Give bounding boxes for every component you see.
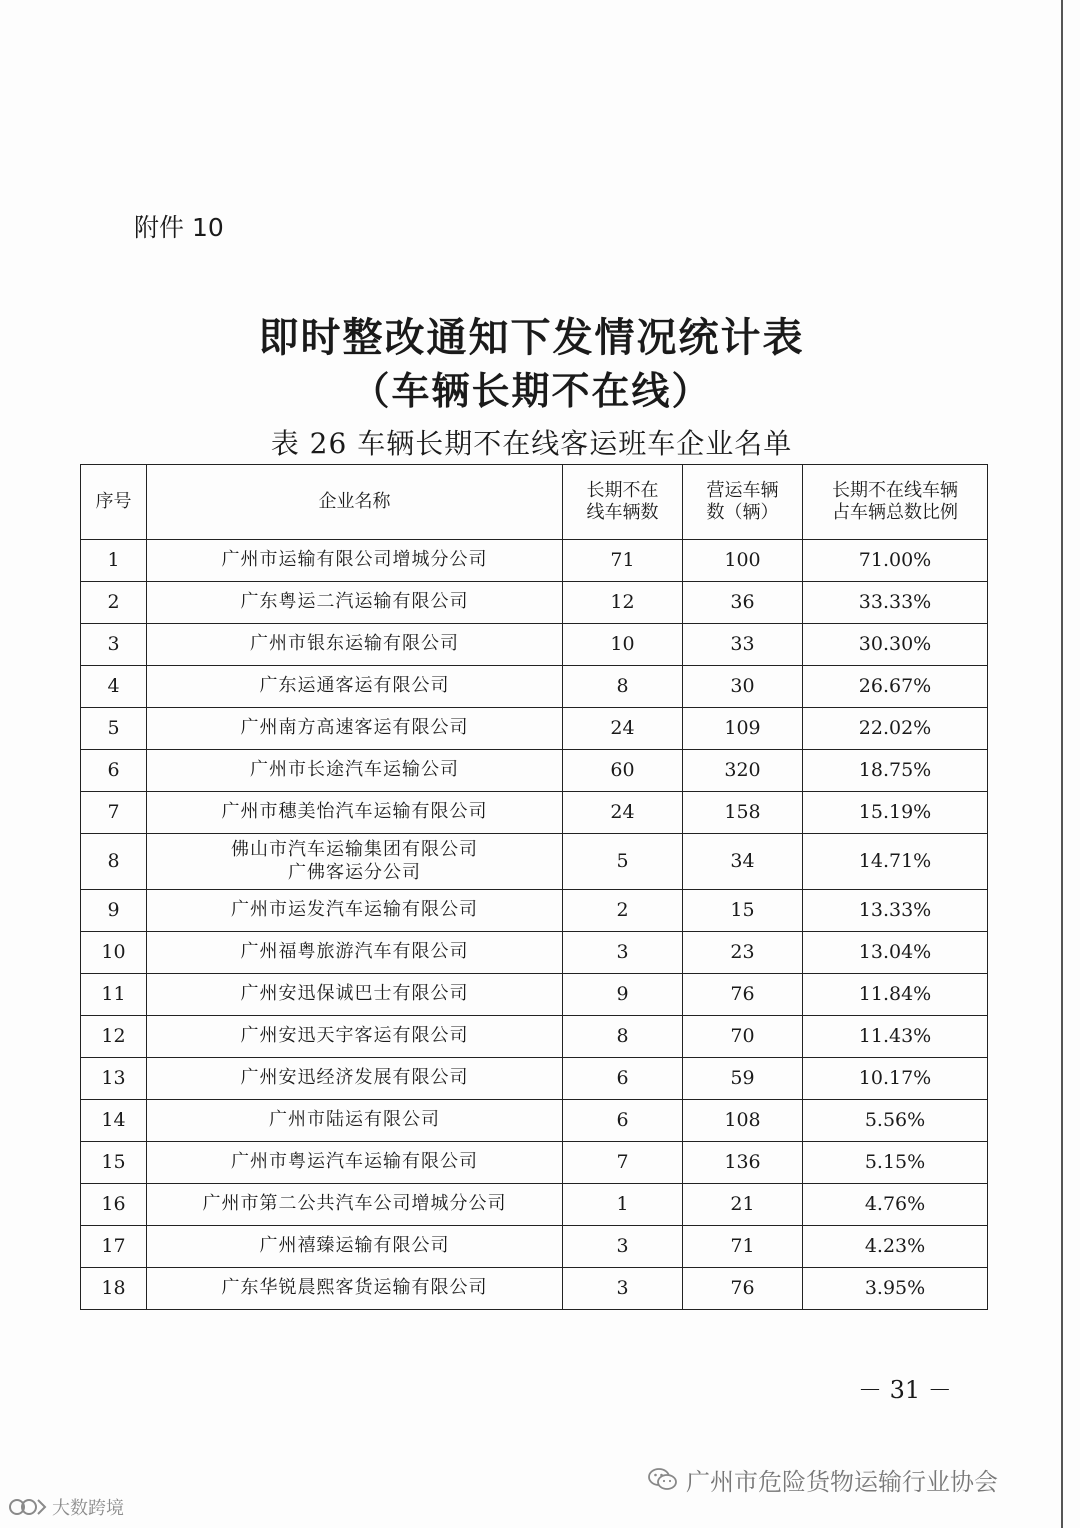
table-header-row xyxy=(81,465,988,540)
row-index: 13 xyxy=(81,1058,147,1100)
wechat-icon xyxy=(648,1467,678,1493)
row-ratio: 4.76% xyxy=(803,1184,988,1226)
header-offline-line2: 线车辆数 xyxy=(586,502,659,523)
row-company-name: 广东运通客运有限公司 xyxy=(147,666,563,708)
row-company-name: 广州安迅经济发展有限公司 xyxy=(147,1058,563,1100)
row-ratio: 5.56% xyxy=(803,1100,988,1142)
row-index: 1 xyxy=(81,540,147,582)
row-operating-count: 59 xyxy=(683,1058,803,1100)
watermark-account-text: 广州市危险货物运输行业协会 xyxy=(686,1468,998,1496)
table-row xyxy=(81,1184,988,1226)
row-operating-count: 30 xyxy=(683,666,803,708)
row-index: 6 xyxy=(81,750,147,792)
row-operating-count: 100 xyxy=(683,540,803,582)
table-row xyxy=(81,1058,988,1100)
logo-icon xyxy=(8,1496,48,1518)
table-row xyxy=(81,834,988,890)
row-company-name: 广州市穗美怡汽车运输有限公司 xyxy=(147,792,563,834)
row-ratio: 3.95% xyxy=(803,1268,988,1310)
row-index: 11 xyxy=(81,974,147,1016)
row-company-name: 广州安迅天宇客运有限公司 xyxy=(147,1016,563,1058)
row-company-name: 广州市粤运汽车运输有限公司 xyxy=(147,1142,563,1184)
row-ratio: 13.04% xyxy=(803,932,988,974)
row-operating-count: 36 xyxy=(683,582,803,624)
row-ratio: 71.00% xyxy=(803,540,988,582)
row-operating-count: 71 xyxy=(683,1226,803,1268)
row-company-name xyxy=(147,834,563,890)
row-ratio: 18.75% xyxy=(803,750,988,792)
watermark-brand-text: 大数跨境 xyxy=(52,1498,124,1519)
table-row xyxy=(81,582,988,624)
header-company-name: 企业名称 xyxy=(147,465,563,540)
row-operating-count: 21 xyxy=(683,1184,803,1226)
table-row xyxy=(81,1100,988,1142)
row-company-name-line2: 广佛客运分公司 xyxy=(288,861,421,883)
row-ratio: 33.33% xyxy=(803,582,988,624)
row-offline-count: 12 xyxy=(563,582,683,624)
row-ratio: 15.19% xyxy=(803,792,988,834)
table-row xyxy=(81,624,988,666)
row-index: 14 xyxy=(81,1100,147,1142)
row-company-name: 广东华锐晨熙客货运输有限公司 xyxy=(147,1268,563,1310)
row-ratio: 11.84% xyxy=(803,974,988,1016)
row-offline-count: 7 xyxy=(563,1142,683,1184)
row-index: 15 xyxy=(81,1142,147,1184)
row-ratio: 10.17% xyxy=(803,1058,988,1100)
row-company-name: 广州市运发汽车运输有限公司 xyxy=(147,890,563,932)
row-ratio: 11.43% xyxy=(803,1016,988,1058)
row-company-name: 广州禧臻运输有限公司 xyxy=(147,1226,563,1268)
row-offline-count: 8 xyxy=(563,1016,683,1058)
row-index: 18 xyxy=(81,1268,147,1310)
row-company-name: 广州市运输有限公司增城分公司 xyxy=(147,540,563,582)
table-row xyxy=(81,1268,988,1310)
table-row xyxy=(81,1142,988,1184)
row-offline-count: 6 xyxy=(563,1100,683,1142)
row-offline-count: 3 xyxy=(563,932,683,974)
row-offline-count: 6 xyxy=(563,1058,683,1100)
row-company-name: 广州南方高速客运有限公司 xyxy=(147,708,563,750)
page-title: 即时整改通知下发情况统计表 xyxy=(258,314,805,361)
header-operating-line2: 数（辆） xyxy=(706,502,779,523)
table-row xyxy=(81,540,988,582)
header-offline-line1: 长期不在 xyxy=(586,479,659,501)
row-ratio: 4.23% xyxy=(803,1226,988,1268)
row-company-name-line1: 佛山市汽车运输集团有限公司 xyxy=(231,839,478,860)
row-ratio: 22.02% xyxy=(803,708,988,750)
row-offline-count: 5 xyxy=(563,834,683,890)
row-company-name: 广州市银东运输有限公司 xyxy=(147,624,563,666)
row-operating-count: 320 xyxy=(683,750,803,792)
row-ratio: 26.67% xyxy=(803,666,988,708)
page-subtitle: （车辆长期不在线） xyxy=(351,368,712,413)
row-ratio: 5.15% xyxy=(803,1142,988,1184)
table-row xyxy=(81,1226,988,1268)
row-index: 8 xyxy=(81,834,147,890)
row-index: 12 xyxy=(81,1016,147,1058)
table-row xyxy=(81,708,988,750)
table-row xyxy=(81,974,988,1016)
row-operating-count: 109 xyxy=(683,708,803,750)
page-edge-line xyxy=(1061,0,1063,1528)
row-ratio: 30.30% xyxy=(803,624,988,666)
table-row xyxy=(81,932,988,974)
row-operating-count: 70 xyxy=(683,1016,803,1058)
row-company-name: 广州市长途汽车运输公司 xyxy=(147,750,563,792)
header-operating-line1: 营运车辆 xyxy=(706,479,779,501)
table-row xyxy=(81,792,988,834)
row-index: 16 xyxy=(81,1184,147,1226)
row-offline-count: 9 xyxy=(563,974,683,1016)
page-number: － 31 － xyxy=(858,1376,952,1404)
row-company-name: 广州福粤旅游汽车有限公司 xyxy=(147,932,563,974)
header-offline-count xyxy=(563,465,683,540)
row-index: 10 xyxy=(81,932,147,974)
table-row xyxy=(81,666,988,708)
row-offline-count: 71 xyxy=(563,540,683,582)
header-operating-count xyxy=(683,465,803,540)
row-index: 9 xyxy=(81,890,147,932)
header-index: 序号 xyxy=(81,465,147,540)
row-offline-count: 8 xyxy=(563,666,683,708)
row-offline-count: 3 xyxy=(563,1268,683,1310)
header-ratio-line2: 占车辆总数比例 xyxy=(832,502,958,523)
row-ratio: 14.71% xyxy=(803,834,988,890)
row-operating-count: 108 xyxy=(683,1100,803,1142)
row-operating-count: 136 xyxy=(683,1142,803,1184)
row-company-name: 广州安迅保诚巴士有限公司 xyxy=(147,974,563,1016)
attachment-label: 附件 10 xyxy=(134,213,224,242)
row-operating-count: 76 xyxy=(683,974,803,1016)
row-offline-count: 2 xyxy=(563,890,683,932)
table-row xyxy=(81,750,988,792)
row-operating-count: 33 xyxy=(683,624,803,666)
row-company-name: 广东粤运二汽运输有限公司 xyxy=(147,582,563,624)
row-offline-count: 60 xyxy=(563,750,683,792)
watermark-account xyxy=(648,1462,998,1497)
row-index: 4 xyxy=(81,666,147,708)
row-company-name: 广州市陆运有限公司 xyxy=(147,1100,563,1142)
table-row xyxy=(81,890,988,932)
header-ratio-line1: 长期不在线车辆 xyxy=(832,479,958,501)
row-ratio: 13.33% xyxy=(803,890,988,932)
header-ratio xyxy=(803,465,988,540)
row-index: 7 xyxy=(81,792,147,834)
row-index: 2 xyxy=(81,582,147,624)
row-offline-count: 24 xyxy=(563,792,683,834)
row-operating-count: 158 xyxy=(683,792,803,834)
table-row xyxy=(81,1016,988,1058)
row-operating-count: 23 xyxy=(683,932,803,974)
row-offline-count: 3 xyxy=(563,1226,683,1268)
row-offline-count: 24 xyxy=(563,708,683,750)
row-index: 5 xyxy=(81,708,147,750)
watermark-brand xyxy=(8,1494,124,1520)
row-offline-count: 1 xyxy=(563,1184,683,1226)
row-company-name: 广州市第二公共汽车公司增城分公司 xyxy=(147,1184,563,1226)
row-offline-count: 10 xyxy=(563,624,683,666)
row-operating-count: 15 xyxy=(683,890,803,932)
table-caption: 表 26 车辆长期不在线客运班车企业名单 xyxy=(270,427,793,460)
row-index: 17 xyxy=(81,1226,147,1268)
row-index: 3 xyxy=(81,624,147,666)
row-operating-count: 76 xyxy=(683,1268,803,1310)
row-operating-count: 34 xyxy=(683,834,803,890)
statistics-table xyxy=(80,464,988,1310)
